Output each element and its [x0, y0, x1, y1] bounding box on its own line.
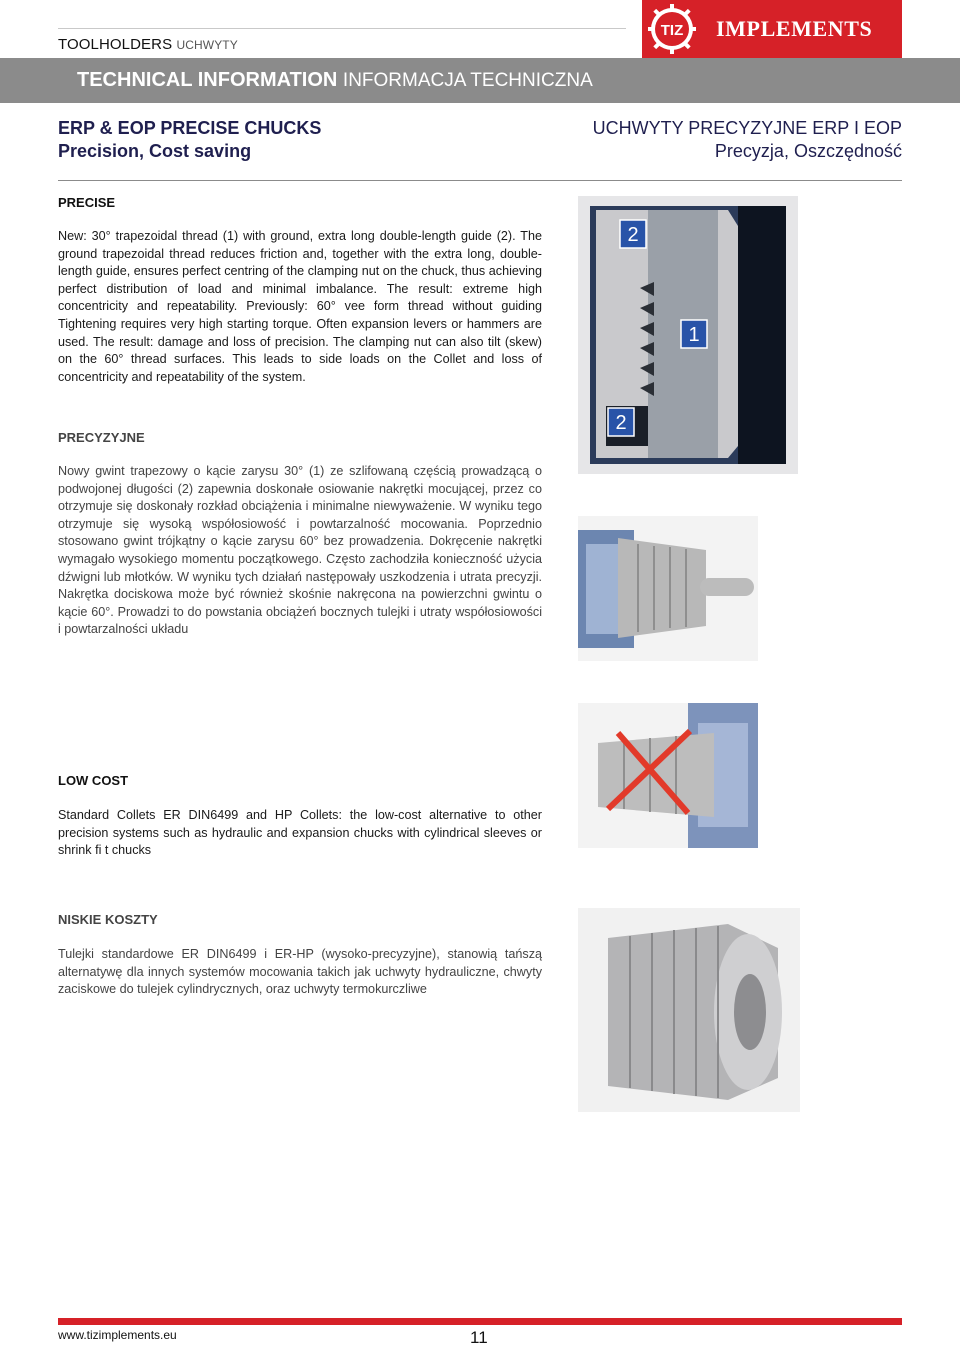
thread-cross-section-image	[578, 196, 798, 474]
er-collet-image	[578, 908, 800, 1112]
collet-drawing	[578, 516, 758, 661]
banner-title	[77, 69, 593, 92]
thread-label-middle: 1	[688, 324, 700, 346]
thread-label-top: 2	[627, 224, 639, 246]
precyzyjne-paragraph: Nowy gwint trapezowy o kącie zarysu 30° (1) ze szlifowaną częścią prowadzącą o podwojonej długości (2) zapewnia doskonałe osiowanie nakrętki mocującej, przez co otrzymuje się doskonały rozkład obciążenia i minimalne niewyważenie. W wyniku tego otrzymuje się wysoką współosiowość i powtarzalność mocowania. Poprzednio stosowano gwint trójkątny o kącie zarysu 60° bez prowadzenia. Dokręcenie nakrętki wymagało wysokiego momentu początkowego. Często zachodziła konieczność użycia dźwigni lub młotków. W wyniku tych działań następowały uszkodzenia i utrata precyzji. Nakrętka dociskowa może być również skośnie nakręcona na powierzchni gwintu o kącie 60°. Prowadzi to do powstania obciążeń bocznych tulejki i utraty współosiowości i powtarzalności układu	[58, 464, 542, 637]
brand-name: IMPLEMENTS	[716, 16, 873, 41]
page-title-pl	[593, 117, 902, 163]
thread-label-bottom: 2	[615, 412, 627, 434]
banner-title-pl: INFORMACJA TECHNICZNA	[342, 70, 593, 91]
footer-url[interactable]: www.tizimplements.eu	[58, 1328, 177, 1342]
page-number: 11	[470, 1328, 488, 1347]
precise-heading: PRECISE	[58, 195, 116, 210]
title-en-line1: ERP & EOP PRECISE CHUCKS	[58, 118, 322, 138]
section-banner	[0, 58, 960, 103]
brand-logo	[642, 0, 902, 58]
title-en-line2: Precision, Cost saving	[58, 141, 252, 161]
title-pl-line2: Precyzja, Oszczędność	[714, 141, 902, 161]
category-label	[58, 36, 238, 53]
title-divider	[58, 180, 902, 181]
low-cost-paragraph: Standard Collets ER DIN6499 and HP Collets: the low-cost alternative to other precision systems such as hydraulic and expansion chucks with cylindrical sleeves or shrink fi t chucks	[58, 808, 542, 858]
precise-paragraph: New: 30° trapezoidal thread (1) with ground, extra long double-length guide (2). The ground trapezoidal thread reduces friction and, together with the extra long, double-length guide, ensures perfect centring of the clamping nut on the chuck, thus achieving perfect distribution of load and minimal imbalance. The result: extreme high concentricity and repeatability. Previously: 60° vee form thread without guiding Tightening requires very high starting torque. Often expansion levers or hammers are used. The result: damage and loss of precision. The clamping nut can also tilt (skew) on the 60° thread surfaces. This leads to side loads on the Collet and loss of concentricity and repeatability of the system.	[58, 229, 542, 384]
category-en: TOOLHOLDERS	[58, 36, 173, 53]
tiz-logo-text: TIZ	[660, 22, 684, 39]
crossed-collet-drawing	[578, 703, 758, 848]
header-rule	[58, 28, 626, 29]
thread-section-drawing	[578, 196, 798, 474]
precyzyjne-heading: PRECYZYJNE	[58, 430, 145, 445]
category-pl: UCHWYTY	[176, 38, 238, 52]
er-collet-drawing	[578, 908, 800, 1112]
niskie-koszty-heading: NISKIE KOSZTY	[58, 912, 158, 927]
title-pl-line1: UCHWYTY PRECYZYJNE ERP I EOP	[592, 118, 902, 138]
footer-bar	[58, 1318, 902, 1325]
page-title-en	[58, 117, 321, 163]
niskie-koszty-paragraph: Tulejki standardowe ER DIN6499 i ER-HP (wysoko-precyzyjne), stanowią tańszą alternatywę dla innych systemów mocowania takich jak uchwyty hydrauliczne, chwyty zaciskowe do tulejek cylindrycznych, oraz uchwyty termokurczliwe	[58, 947, 542, 997]
collet-30-thread-image	[578, 516, 758, 661]
tiz-gear-logo	[648, 4, 696, 54]
banner-title-en: TECHNICAL INFORMATION	[77, 69, 338, 91]
collet-60-thread-crossed-image	[578, 703, 758, 848]
low-cost-heading: LOW COST	[58, 773, 129, 788]
